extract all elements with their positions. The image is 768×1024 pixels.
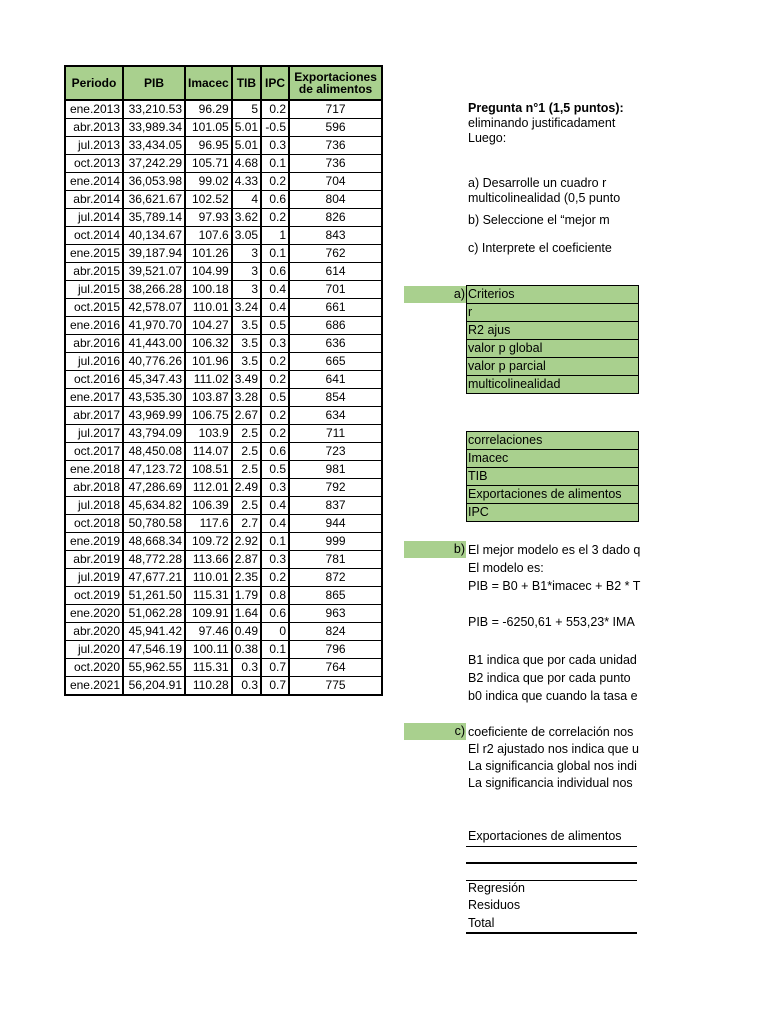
cell-pib[interactable]: 33,210.53 bbox=[123, 100, 185, 119]
cell-periodo[interactable]: abr.2014 bbox=[65, 191, 123, 209]
cell-exportaciones[interactable]: 824 bbox=[289, 623, 382, 641]
criterios-cell[interactable]: R2 ajus bbox=[467, 322, 638, 340]
cell-pib[interactable]: 43,794.09 bbox=[123, 425, 185, 443]
cell-pib[interactable]: 36,621.67 bbox=[123, 191, 185, 209]
cell-periodo[interactable]: ene.2013 bbox=[65, 100, 123, 119]
question-item-a-cont: multicolinealidad (0,5 punto bbox=[468, 191, 621, 205]
cell-tib[interactable]: 3 bbox=[232, 281, 261, 299]
section-b-line: El mejor modelo es el 3 dado q bbox=[468, 543, 641, 557]
cell-tib[interactable]: 3.24 bbox=[232, 299, 261, 317]
table-row bbox=[65, 623, 382, 641]
table-row bbox=[65, 389, 382, 407]
cell-tib[interactable]: 2.5 bbox=[232, 425, 261, 443]
cell-ipc[interactable]: 0.6 bbox=[261, 263, 289, 281]
cell-imacec[interactable]: 97.46 bbox=[185, 623, 232, 641]
cell-ipc[interactable]: 0.2 bbox=[261, 569, 289, 587]
correlaciones-cell[interactable]: Exportaciones de alimentos bbox=[467, 486, 638, 504]
cell-exportaciones[interactable]: 963 bbox=[289, 605, 382, 623]
cell-imacec[interactable]: 106.75 bbox=[185, 407, 232, 425]
cell-ipc[interactable]: 1 bbox=[261, 227, 289, 245]
table-row bbox=[65, 353, 382, 371]
cell-tib[interactable]: 4.68 bbox=[232, 155, 261, 173]
cell-tib[interactable]: 0.3 bbox=[232, 659, 261, 677]
table-row bbox=[65, 479, 382, 497]
cell-exportaciones[interactable]: 736 bbox=[289, 137, 382, 155]
table-row bbox=[65, 119, 382, 137]
table-row bbox=[65, 100, 382, 119]
header-tib[interactable]: TIB bbox=[232, 66, 261, 100]
section-c-line: La significancia individual nos bbox=[468, 776, 633, 790]
cell-exportaciones[interactable]: 775 bbox=[289, 677, 382, 696]
table-row bbox=[65, 659, 382, 677]
cell-pib[interactable]: 41,970.70 bbox=[123, 317, 185, 335]
question-line: eliminando justificadament bbox=[468, 116, 616, 130]
cell-exportaciones[interactable]: 636 bbox=[289, 335, 382, 353]
table-row bbox=[65, 317, 382, 335]
anova-row-total: Total bbox=[468, 916, 495, 930]
cell-tib[interactable]: 2.35 bbox=[232, 569, 261, 587]
cell-periodo[interactable]: jul.2020 bbox=[65, 641, 123, 659]
cell-imacec[interactable]: 103.87 bbox=[185, 389, 232, 407]
cell-ipc[interactable]: 0.2 bbox=[261, 173, 289, 191]
cell-exportaciones[interactable]: 614 bbox=[289, 263, 382, 281]
cell-pib[interactable]: 48,772.28 bbox=[123, 551, 185, 569]
table-row bbox=[65, 137, 382, 155]
cell-exportaciones[interactable]: 661 bbox=[289, 299, 382, 317]
cell-periodo[interactable]: abr.2017 bbox=[65, 407, 123, 425]
cell-pib[interactable]: 45,634.82 bbox=[123, 497, 185, 515]
cell-exportaciones[interactable]: 999 bbox=[289, 533, 382, 551]
header-pib[interactable]: PIB bbox=[123, 66, 185, 100]
section-b-line: B2 indica que por cada punto bbox=[468, 671, 631, 685]
table-row bbox=[65, 335, 382, 353]
cell-periodo[interactable]: ene.2019 bbox=[65, 533, 123, 551]
cell-periodo[interactable]: oct.2018 bbox=[65, 515, 123, 533]
table-row bbox=[65, 209, 382, 227]
cell-ipc[interactable]: 0.7 bbox=[261, 659, 289, 677]
cell-periodo[interactable]: abr.2013 bbox=[65, 119, 123, 137]
cell-imacec[interactable]: 105.71 bbox=[185, 155, 232, 173]
section-b-marker: b) bbox=[404, 541, 466, 558]
cell-tib[interactable]: 2.92 bbox=[232, 533, 261, 551]
cell-imacec[interactable]: 115.31 bbox=[185, 587, 232, 605]
cell-pib[interactable]: 48,668.34 bbox=[123, 533, 185, 551]
cell-periodo[interactable]: oct.2015 bbox=[65, 299, 123, 317]
cell-ipc[interactable]: 0.3 bbox=[261, 137, 289, 155]
cell-imacec[interactable]: 104.99 bbox=[185, 263, 232, 281]
cell-exportaciones[interactable]: 792 bbox=[289, 479, 382, 497]
cell-ipc[interactable]: 0.2 bbox=[261, 353, 289, 371]
cell-imacec[interactable]: 111.02 bbox=[185, 371, 232, 389]
cell-imacec[interactable]: 96.29 bbox=[185, 100, 232, 119]
cell-periodo[interactable]: ene.2015 bbox=[65, 245, 123, 263]
cell-pib[interactable]: 42,578.07 bbox=[123, 299, 185, 317]
cell-tib[interactable]: 5.01 bbox=[232, 119, 261, 137]
cell-exportaciones[interactable]: 686 bbox=[289, 317, 382, 335]
cell-ipc[interactable]: 0.1 bbox=[261, 533, 289, 551]
anova-title: Exportaciones de alimentos bbox=[468, 829, 622, 843]
cell-ipc[interactable]: 0.6 bbox=[261, 191, 289, 209]
cell-pib[interactable]: 36,053.98 bbox=[123, 173, 185, 191]
cell-periodo[interactable]: ene.2018 bbox=[65, 461, 123, 479]
cell-exportaciones[interactable]: 781 bbox=[289, 551, 382, 569]
cell-imacec[interactable]: 100.11 bbox=[185, 641, 232, 659]
cell-pib[interactable]: 33,989.34 bbox=[123, 119, 185, 137]
table-row bbox=[65, 155, 382, 173]
header-exportaciones[interactable]: Exportaciones de alimentos bbox=[289, 66, 382, 100]
cell-ipc[interactable]: 0.4 bbox=[261, 281, 289, 299]
table-row bbox=[65, 587, 382, 605]
table-body bbox=[65, 100, 382, 695]
criterios-cell[interactable]: multicolinealidad bbox=[467, 376, 638, 394]
cell-periodo[interactable]: abr.2016 bbox=[65, 335, 123, 353]
criterios-cell[interactable]: valor p parcial bbox=[467, 358, 638, 376]
cell-ipc[interactable]: 0.4 bbox=[261, 299, 289, 317]
question-title: Pregunta n°1 (1,5 puntos): bbox=[468, 101, 624, 115]
cell-exportaciones[interactable]: 944 bbox=[289, 515, 382, 533]
cell-ipc[interactable]: 0.2 bbox=[261, 100, 289, 119]
section-c-marker: c) bbox=[404, 723, 466, 740]
question-item-c: c) Interprete el coeficiente bbox=[468, 241, 612, 255]
cell-imacec[interactable]: 102.52 bbox=[185, 191, 232, 209]
cell-exportaciones[interactable]: 701 bbox=[289, 281, 382, 299]
table-row bbox=[65, 227, 382, 245]
question-item-a: a) Desarrolle un cuadro r bbox=[468, 176, 607, 190]
cell-exportaciones[interactable]: 837 bbox=[289, 497, 382, 515]
cell-imacec[interactable]: 99.02 bbox=[185, 173, 232, 191]
cell-exportaciones[interactable]: 865 bbox=[289, 587, 382, 605]
cell-ipc[interactable]: 0.2 bbox=[261, 371, 289, 389]
cell-pib[interactable]: 45,347.43 bbox=[123, 371, 185, 389]
cell-tib[interactable]: 0.3 bbox=[232, 677, 261, 696]
cell-pib[interactable]: 56,204.91 bbox=[123, 677, 185, 696]
cell-pib[interactable]: 45,941.42 bbox=[123, 623, 185, 641]
cell-imacec[interactable]: 109.72 bbox=[185, 533, 232, 551]
cell-imacec[interactable]: 113.66 bbox=[185, 551, 232, 569]
cell-tib[interactable]: 3.5 bbox=[232, 317, 261, 335]
cell-periodo[interactable]: oct.2017 bbox=[65, 443, 123, 461]
cell-ipc[interactable]: 0 bbox=[261, 623, 289, 641]
cell-pib[interactable]: 48,450.08 bbox=[123, 443, 185, 461]
anova-rule bbox=[466, 846, 637, 847]
cell-pib[interactable]: 47,677.21 bbox=[123, 569, 185, 587]
cell-periodo[interactable]: oct.2013 bbox=[65, 155, 123, 173]
cell-tib[interactable]: 5.01 bbox=[232, 137, 261, 155]
cell-periodo[interactable]: oct.2020 bbox=[65, 659, 123, 677]
cell-pib[interactable]: 47,546.19 bbox=[123, 641, 185, 659]
cell-exportaciones[interactable]: 762 bbox=[289, 245, 382, 263]
cell-imacec[interactable]: 101.05 bbox=[185, 119, 232, 137]
cell-exportaciones[interactable]: 723 bbox=[289, 443, 382, 461]
cell-tib[interactable]: 3 bbox=[232, 245, 261, 263]
table-row bbox=[65, 425, 382, 443]
cell-pib[interactable]: 35,789.14 bbox=[123, 209, 185, 227]
cell-tib[interactable]: 0.49 bbox=[232, 623, 261, 641]
table-row bbox=[65, 299, 382, 317]
cell-imacec[interactable]: 117.6 bbox=[185, 515, 232, 533]
cell-exportaciones[interactable]: 641 bbox=[289, 371, 382, 389]
cell-pib[interactable]: 51,062.28 bbox=[123, 605, 185, 623]
cell-imacec[interactable]: 106.32 bbox=[185, 335, 232, 353]
section-b-line: b0 indica que cuando la tasa e bbox=[468, 689, 638, 703]
section-c-line: El r2 ajustado nos indica que u bbox=[468, 742, 639, 756]
cell-tib[interactable]: 0.38 bbox=[232, 641, 261, 659]
cell-imacec[interactable]: 114.07 bbox=[185, 443, 232, 461]
table-row bbox=[65, 515, 382, 533]
cell-exportaciones[interactable]: 665 bbox=[289, 353, 382, 371]
cell-periodo[interactable]: abr.2015 bbox=[65, 263, 123, 281]
table-row bbox=[65, 245, 382, 263]
cell-ipc[interactable]: 0.1 bbox=[261, 641, 289, 659]
cell-ipc[interactable]: 0.4 bbox=[261, 515, 289, 533]
cell-periodo[interactable]: ene.2014 bbox=[65, 173, 123, 191]
cell-periodo[interactable]: jul.2014 bbox=[65, 209, 123, 227]
table-row bbox=[65, 371, 382, 389]
cell-periodo[interactable]: jul.2017 bbox=[65, 425, 123, 443]
cell-imacec[interactable]: 103.9 bbox=[185, 425, 232, 443]
correlaciones-cell[interactable]: IPC bbox=[467, 504, 638, 522]
cell-imacec[interactable]: 110.01 bbox=[185, 299, 232, 317]
cell-pib[interactable]: 38,266.28 bbox=[123, 281, 185, 299]
cell-periodo[interactable]: jul.2013 bbox=[65, 137, 123, 155]
cell-periodo[interactable]: oct.2016 bbox=[65, 371, 123, 389]
cell-tib[interactable]: 1.79 bbox=[232, 587, 261, 605]
cell-imacec[interactable]: 101.26 bbox=[185, 245, 232, 263]
cell-pib[interactable]: 40,134.67 bbox=[123, 227, 185, 245]
section-a-marker: a) bbox=[404, 286, 466, 303]
cell-exportaciones[interactable]: 843 bbox=[289, 227, 382, 245]
cell-imacec[interactable]: 96.95 bbox=[185, 137, 232, 155]
cell-periodo[interactable]: oct.2019 bbox=[65, 587, 123, 605]
cell-pib[interactable]: 39,521.07 bbox=[123, 263, 185, 281]
cell-periodo[interactable]: jul.2016 bbox=[65, 353, 123, 371]
cell-ipc[interactable]: 0.1 bbox=[261, 245, 289, 263]
table-row bbox=[65, 263, 382, 281]
cell-ipc[interactable]: 0.6 bbox=[261, 443, 289, 461]
cell-exportaciones[interactable]: 796 bbox=[289, 641, 382, 659]
table-row bbox=[65, 191, 382, 209]
cell-exportaciones[interactable]: 981 bbox=[289, 461, 382, 479]
cell-imacec[interactable]: 110.28 bbox=[185, 677, 232, 696]
cell-exportaciones[interactable]: 872 bbox=[289, 569, 382, 587]
cell-tib[interactable]: 2.49 bbox=[232, 479, 261, 497]
header-imacec[interactable]: Imacec bbox=[185, 66, 232, 100]
cell-tib[interactable]: 2.7 bbox=[232, 515, 261, 533]
cell-tib[interactable]: 3.62 bbox=[232, 209, 261, 227]
section-c-line: La significancia global nos indi bbox=[468, 759, 637, 773]
cell-ipc[interactable]: 0.8 bbox=[261, 587, 289, 605]
cell-tib[interactable]: 3.5 bbox=[232, 335, 261, 353]
cell-ipc[interactable]: 0.2 bbox=[261, 425, 289, 443]
cell-pib[interactable]: 55,962.55 bbox=[123, 659, 185, 677]
cell-tib[interactable]: 3.5 bbox=[232, 353, 261, 371]
cell-periodo[interactable]: abr.2018 bbox=[65, 479, 123, 497]
cell-exportaciones[interactable]: 826 bbox=[289, 209, 382, 227]
cell-ipc[interactable]: 0.2 bbox=[261, 407, 289, 425]
table-row bbox=[65, 533, 382, 551]
table-row bbox=[65, 281, 382, 299]
cell-tib[interactable]: 2.87 bbox=[232, 551, 261, 569]
cell-ipc[interactable]: -0.5 bbox=[261, 119, 289, 137]
cell-tib[interactable]: 5 bbox=[232, 100, 261, 119]
cell-imacec[interactable]: 101.96 bbox=[185, 353, 232, 371]
section-b-line: El modelo es: bbox=[468, 561, 544, 575]
data-table bbox=[64, 65, 383, 696]
cell-imacec[interactable]: 110.01 bbox=[185, 569, 232, 587]
table-row bbox=[65, 569, 382, 587]
cell-exportaciones[interactable]: 854 bbox=[289, 389, 382, 407]
cell-ipc[interactable]: 0.3 bbox=[261, 335, 289, 353]
cell-exportaciones[interactable]: 804 bbox=[289, 191, 382, 209]
table-row bbox=[65, 641, 382, 659]
section-b-line: B1 indica que por cada unidad bbox=[468, 653, 637, 667]
cell-periodo[interactable]: jul.2015 bbox=[65, 281, 123, 299]
correlaciones-box bbox=[466, 431, 639, 522]
cell-tib[interactable]: 1.64 bbox=[232, 605, 261, 623]
cell-periodo[interactable]: jul.2018 bbox=[65, 497, 123, 515]
table-row bbox=[65, 443, 382, 461]
cell-imacec[interactable]: 107.6 bbox=[185, 227, 232, 245]
cell-ipc[interactable]: 0.5 bbox=[261, 317, 289, 335]
cell-periodo[interactable]: jul.2019 bbox=[65, 569, 123, 587]
cell-ipc[interactable]: 0.6 bbox=[261, 605, 289, 623]
cell-periodo[interactable]: ene.2016 bbox=[65, 317, 123, 335]
cell-ipc[interactable]: 0.4 bbox=[261, 497, 289, 515]
table-row bbox=[65, 407, 382, 425]
anova-row-regresion: Regresión bbox=[468, 881, 525, 895]
anova-rule bbox=[466, 862, 637, 864]
cell-imacec[interactable]: 100.18 bbox=[185, 281, 232, 299]
cell-periodo[interactable]: ene.2017 bbox=[65, 389, 123, 407]
criterios-cell[interactable]: valor p global bbox=[467, 340, 638, 358]
criterios-box bbox=[466, 285, 639, 394]
header-ipc[interactable]: IPC bbox=[261, 66, 289, 100]
cell-pib[interactable]: 37,242.29 bbox=[123, 155, 185, 173]
cell-tib[interactable]: 2.5 bbox=[232, 443, 261, 461]
anova-row-residuos: Residuos bbox=[468, 898, 521, 912]
criterios-cell[interactable]: r bbox=[467, 304, 638, 322]
cell-imacec[interactable]: 109.91 bbox=[185, 605, 232, 623]
table-row bbox=[65, 461, 382, 479]
cell-ipc[interactable]: 0.5 bbox=[261, 461, 289, 479]
correlaciones-cell[interactable]: Imacec bbox=[467, 450, 638, 468]
cell-tib[interactable]: 2.5 bbox=[232, 497, 261, 515]
cell-periodo[interactable]: ene.2020 bbox=[65, 605, 123, 623]
correlaciones-cell[interactable]: TIB bbox=[467, 468, 638, 486]
cell-tib[interactable]: 2.5 bbox=[232, 461, 261, 479]
cell-exportaciones[interactable]: 736 bbox=[289, 155, 382, 173]
cell-pib[interactable]: 39,187.94 bbox=[123, 245, 185, 263]
cell-ipc[interactable]: 0.5 bbox=[261, 389, 289, 407]
anova-rule bbox=[466, 932, 637, 934]
table-row bbox=[65, 497, 382, 515]
cell-pib[interactable]: 47,286.69 bbox=[123, 479, 185, 497]
cell-imacec[interactable]: 104.27 bbox=[185, 317, 232, 335]
cell-exportaciones[interactable]: 704 bbox=[289, 173, 382, 191]
cell-pib[interactable]: 47,123.72 bbox=[123, 461, 185, 479]
cell-exportaciones[interactable]: 711 bbox=[289, 425, 382, 443]
table-header-row bbox=[65, 66, 382, 100]
cell-imacec[interactable]: 108.51 bbox=[185, 461, 232, 479]
cell-pib[interactable]: 51,261.50 bbox=[123, 587, 185, 605]
cell-exportaciones[interactable]: 717 bbox=[289, 100, 382, 119]
cell-ipc[interactable]: 0.3 bbox=[261, 551, 289, 569]
question-item-b: b) Seleccione el “mejor m bbox=[468, 213, 610, 227]
section-c-line: coeficiente de correlación nos bbox=[468, 725, 634, 739]
cell-tib[interactable]: 4 bbox=[232, 191, 261, 209]
cell-ipc[interactable]: 0.3 bbox=[261, 479, 289, 497]
table-row bbox=[65, 551, 382, 569]
header-periodo[interactable]: Periodo bbox=[65, 66, 123, 100]
cell-pib[interactable]: 43,535.30 bbox=[123, 389, 185, 407]
cell-ipc[interactable]: 0.1 bbox=[261, 155, 289, 173]
correlaciones-cell[interactable]: correlaciones bbox=[467, 432, 638, 450]
cell-periodo[interactable]: abr.2019 bbox=[65, 551, 123, 569]
cell-pib[interactable]: 50,780.58 bbox=[123, 515, 185, 533]
cell-pib[interactable]: 41,443.00 bbox=[123, 335, 185, 353]
cell-imacec[interactable]: 112.01 bbox=[185, 479, 232, 497]
cell-tib[interactable]: 4.33 bbox=[232, 173, 261, 191]
cell-ipc[interactable]: 0.7 bbox=[261, 677, 289, 696]
cell-imacec[interactable]: 97.93 bbox=[185, 209, 232, 227]
question-line: Luego: bbox=[468, 131, 507, 145]
cell-tib[interactable]: 3 bbox=[232, 263, 261, 281]
cell-ipc[interactable]: 0.2 bbox=[261, 209, 289, 227]
cell-imacec[interactable]: 106.39 bbox=[185, 497, 232, 515]
table-row bbox=[65, 677, 382, 696]
cell-pib[interactable]: 43,969.99 bbox=[123, 407, 185, 425]
cell-imacec[interactable]: 115.31 bbox=[185, 659, 232, 677]
table-row bbox=[65, 605, 382, 623]
cell-pib[interactable]: 40,776.26 bbox=[123, 353, 185, 371]
section-b-line: PIB = B0 + B1*imacec + B2 * T bbox=[468, 579, 641, 593]
criterios-cell[interactable]: Criterios bbox=[467, 286, 638, 304]
cell-exportaciones[interactable]: 596 bbox=[289, 119, 382, 137]
cell-tib[interactable]: 2.67 bbox=[232, 407, 261, 425]
cell-tib[interactable]: 3.28 bbox=[232, 389, 261, 407]
cell-exportaciones[interactable]: 764 bbox=[289, 659, 382, 677]
cell-periodo[interactable]: abr.2020 bbox=[65, 623, 123, 641]
section-b-line: PIB = -6250,61 + 553,23* IMA bbox=[468, 615, 635, 629]
cell-pib[interactable]: 33,434.05 bbox=[123, 137, 185, 155]
cell-exportaciones[interactable]: 634 bbox=[289, 407, 382, 425]
cell-periodo[interactable]: ene.2021 bbox=[65, 677, 123, 696]
table-row bbox=[65, 173, 382, 191]
cell-tib[interactable]: 3.05 bbox=[232, 227, 261, 245]
cell-tib[interactable]: 3.49 bbox=[232, 371, 261, 389]
cell-periodo[interactable]: oct.2014 bbox=[65, 227, 123, 245]
